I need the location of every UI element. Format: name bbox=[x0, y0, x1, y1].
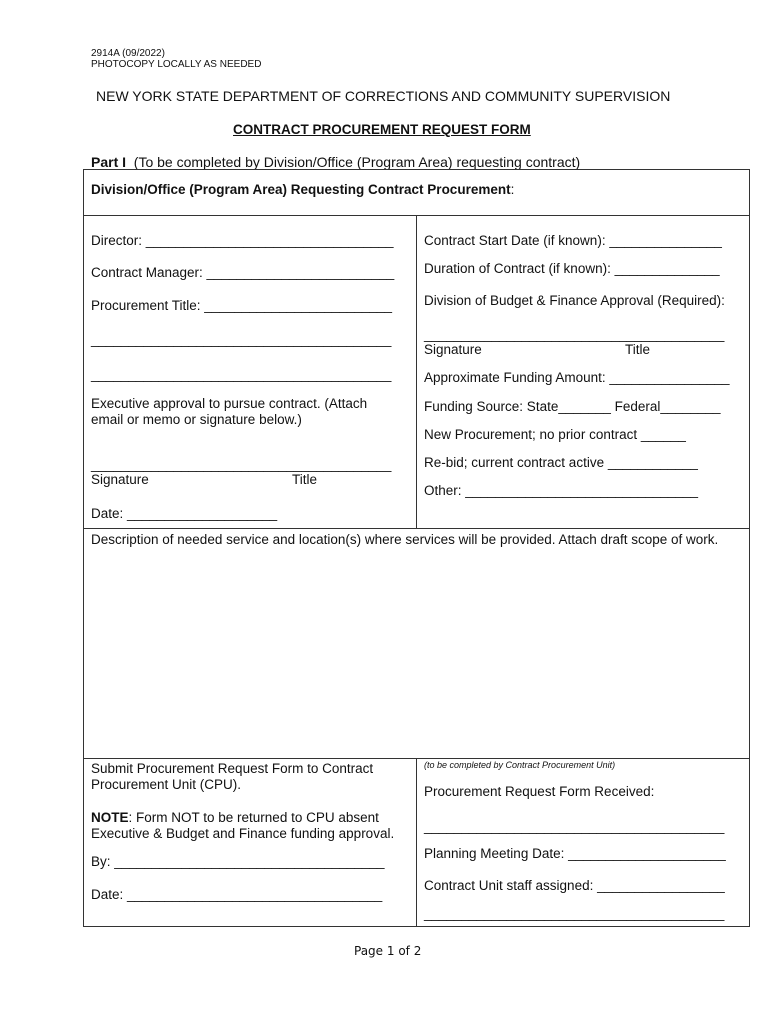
contract-duration-field[interactable]: Duration of Contract (if known): ______________ bbox=[424, 261, 720, 276]
description-area[interactable] bbox=[86, 552, 747, 754]
divider-column-lower bbox=[416, 758, 417, 927]
note-line-1 bbox=[91, 810, 379, 826]
budget-signature-label: Signature bbox=[424, 342, 482, 357]
exec-signature-line[interactable]: ________________________________________ bbox=[91, 457, 392, 472]
submit-by-field[interactable]: By: ____________________________________ bbox=[91, 854, 385, 869]
staff-assigned-line-2[interactable]: ________________________________________ bbox=[424, 906, 725, 921]
page-number: Page 1 of 2 bbox=[354, 944, 422, 958]
photocopy-note: PHOTOCOPY LOCALLY AS NEEDED bbox=[91, 59, 262, 70]
note-text-1: : Form NOT to be returned to CPU absent bbox=[128, 810, 379, 825]
budget-title-label: Title bbox=[625, 342, 651, 357]
note-label: NOTE bbox=[91, 810, 129, 825]
director-field[interactable]: Director: _________________________________ bbox=[91, 233, 394, 248]
budget-approval-label: Division of Budget & Finance Approval (Required): bbox=[424, 293, 725, 308]
exec-date-field[interactable]: Date: ____________________ bbox=[91, 506, 278, 521]
division-colon: : bbox=[510, 182, 515, 197]
procurement-title-line-3[interactable]: ________________________________________ bbox=[91, 367, 392, 382]
contract-start-date-field[interactable]: Contract Start Date (if known): _______________ bbox=[424, 233, 722, 248]
submit-text-2: Procurement Unit (CPU). bbox=[91, 777, 242, 792]
procurement-title-field[interactable]: Procurement Title: _________________________ bbox=[91, 298, 392, 313]
agency-name: NEW YORK STATE DEPARTMENT OF CORRECTIONS AND COMMUNITY SUPERVISION bbox=[96, 88, 671, 104]
submit-date-field[interactable]: Date: __________________________________ bbox=[91, 887, 383, 902]
contract-manager-field[interactable]: Contract Manager: _________________________ bbox=[91, 265, 395, 280]
description-label: Description of needed service and location(s) where services will be provided. Attach draft scope of work. bbox=[91, 532, 719, 547]
part-1-line bbox=[91, 154, 580, 170]
form-title: CONTRACT PROCUREMENT REQUEST FORM bbox=[233, 122, 531, 137]
exec-title-label: Title bbox=[292, 472, 318, 487]
note-text-2: Executive & Budget and Finance funding approval. bbox=[91, 826, 395, 841]
cpu-note: (to be completed by Contract Procurement Unit) bbox=[424, 760, 616, 770]
form-number: 2914A (09/2022) bbox=[91, 48, 165, 59]
funding-amount-field[interactable]: Approximate Funding Amount: ________________ bbox=[424, 370, 730, 385]
planning-meeting-date-field[interactable]: Planning Meeting Date: _____________________ bbox=[424, 846, 726, 861]
budget-signature-line[interactable]: ________________________________________ bbox=[424, 327, 725, 342]
rebid-field[interactable]: Re-bid; current contract active ____________ bbox=[424, 455, 698, 470]
staff-assigned-field[interactable]: Contract Unit staff assigned: _________________ bbox=[424, 878, 725, 893]
exec-signature-label: Signature bbox=[91, 472, 149, 487]
procurement-title-line-2[interactable]: ________________________________________ bbox=[91, 332, 392, 347]
part-1-label: Part I bbox=[91, 154, 127, 170]
division-heading-row bbox=[91, 182, 514, 198]
submit-text-1: Submit Procurement Request Form to Contract bbox=[91, 761, 374, 776]
funding-source-field[interactable]: Funding Source: State_______ Federal________ bbox=[424, 399, 721, 414]
divider-column-upper bbox=[416, 215, 417, 528]
division-heading: Division/Office (Program Area) Requesting Contract Procurement bbox=[91, 182, 511, 197]
received-line[interactable]: ________________________________________ bbox=[424, 819, 725, 834]
received-label: Procurement Request Form Received: bbox=[424, 784, 655, 799]
other-field[interactable]: Other: _______________________________ bbox=[424, 483, 699, 498]
part-1-instruction: (To be completed by Division/Office (Program Area) requesting contract) bbox=[133, 154, 581, 170]
divider-description bbox=[83, 528, 750, 529]
exec-approval-text-2: email or memo or signature below.) bbox=[91, 412, 302, 427]
exec-approval-text-1: Executive approval to pursue contract. (Attach bbox=[91, 396, 368, 411]
new-procurement-field[interactable]: New Procurement; no prior contract ______ bbox=[424, 427, 686, 442]
